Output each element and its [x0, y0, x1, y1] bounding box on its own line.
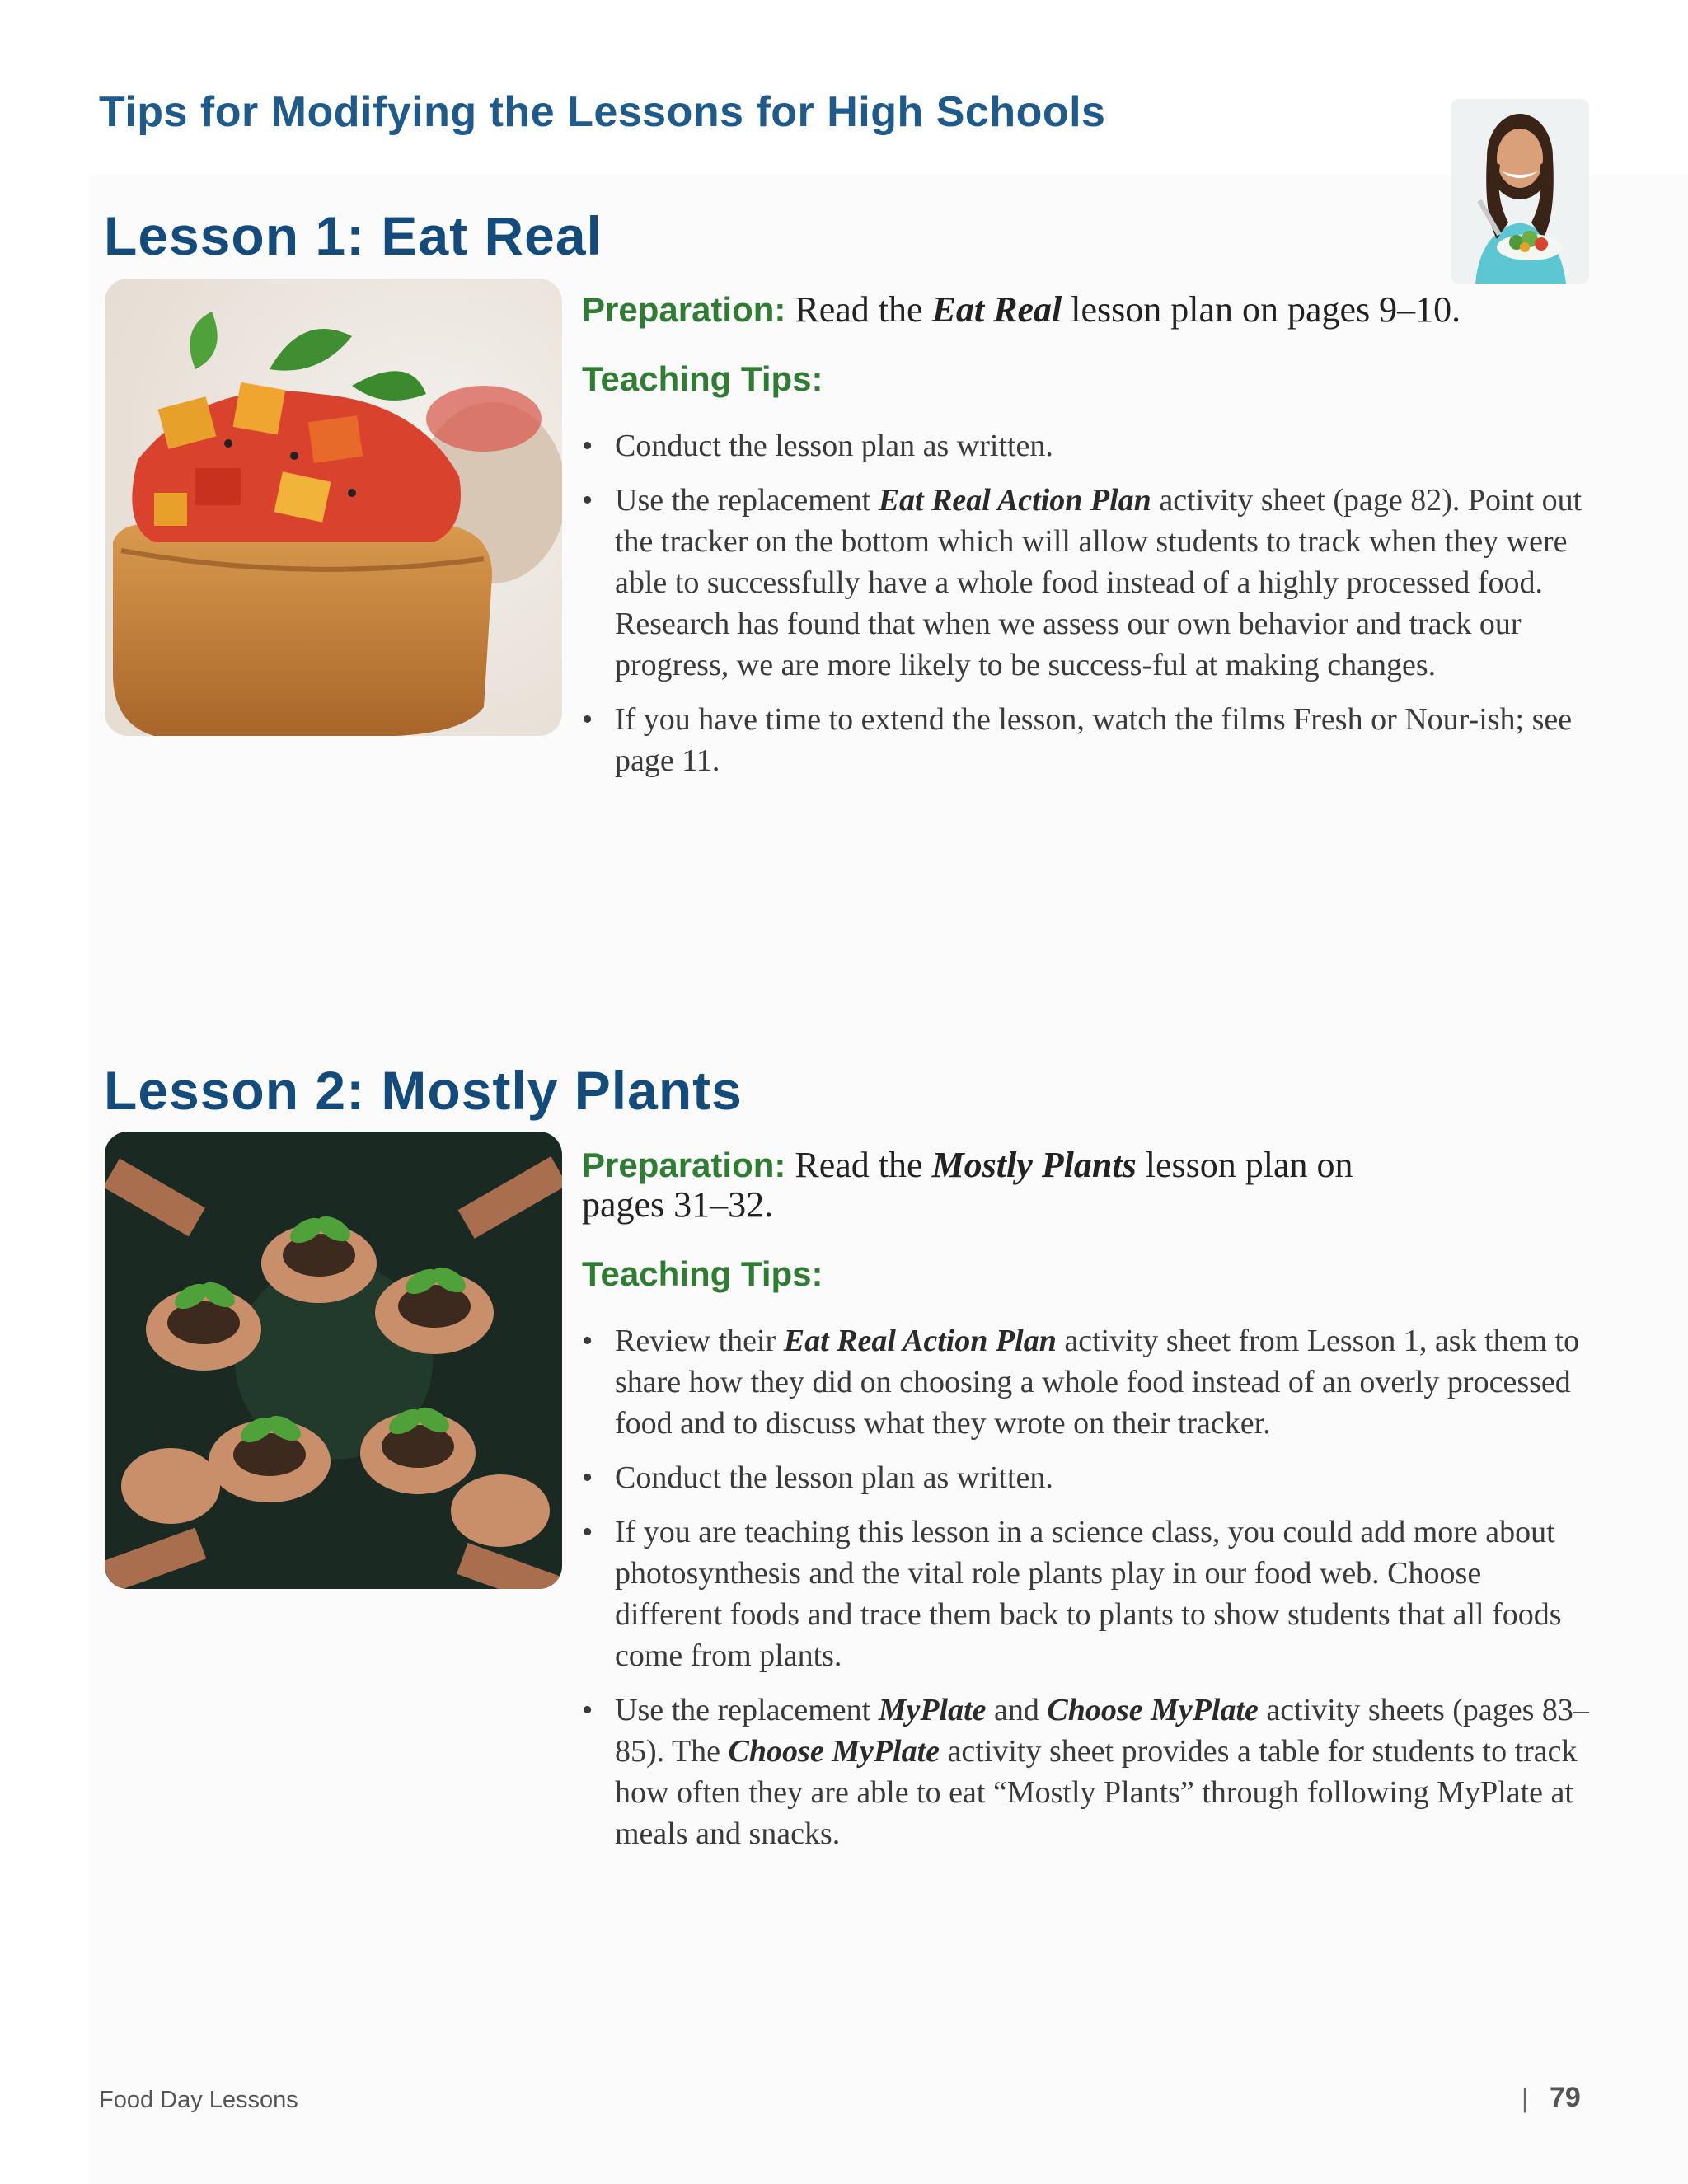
lesson-1-content — [582, 290, 1596, 794]
list-item — [582, 1511, 1596, 1676]
hands-holding-seedlings-photo — [105, 1132, 562, 1589]
tip-text: and — [986, 1693, 1048, 1727]
tip-text: activity sheet (page 82). Point out the tracker on the bottom which will allow students to track when they were able to successfully have a whole food instead of a highly processed food. Research has found that when we assess our own behavior and track our progress, we are more likely to be success-ful at making changes. — [615, 483, 1582, 682]
tip-text: activity sheet from Lesson 1, ask them to share how they did on choosing a whole food instead of an overly processed food and to discuss what they wrote on their tracker. — [615, 1324, 1580, 1441]
page-title: Tips for Modifying the Lessons for High Schools — [99, 88, 1106, 136]
teaching-tips-label: Teaching Tips: — [582, 1254, 823, 1293]
activity-sheet-title: MyPlate — [878, 1693, 987, 1727]
tip-text: activity sheet provides a table for students to track how often they are able to eat “Mostly Plants” through following MyPlate at meals and snacks. — [615, 1734, 1578, 1851]
tip-text: If you are teaching this lesson in a science class, you could add more about photosynthesis and the vital role plants play in our food web. Choose different foods and trace them back to plants to show students that all foods come from plants. — [615, 1515, 1562, 1673]
preparation-label: Preparation: — [582, 290, 786, 329]
preparation-text: pages 31–32. — [582, 1184, 774, 1225]
page-number: 79 — [1550, 2082, 1581, 2113]
preparation-text: Read the — [795, 1145, 932, 1185]
activity-sheet-title: Choose MyPlate — [1047, 1693, 1259, 1727]
lesson-2-content — [582, 1146, 1596, 1868]
lesson-plan-title: Mostly Plants — [931, 1145, 1137, 1185]
list-item — [582, 1457, 1596, 1498]
bruschetta-photo — [105, 279, 562, 736]
lesson-plan-title: Eat Real — [931, 289, 1062, 330]
list-item — [582, 1320, 1596, 1444]
list-item — [582, 699, 1596, 781]
teaching-tips-label: Teaching Tips: — [582, 359, 823, 398]
preparation-text: Read the — [795, 289, 932, 330]
footer-separator: | — [1522, 2083, 1529, 2113]
lesson-2-heading: Lesson 2: Mostly Plants — [104, 1060, 743, 1121]
lesson-1-preparation — [582, 290, 1596, 330]
tip-text: activity sheets (pages 83–85). The — [615, 1693, 1589, 1769]
teaching-tips-list — [582, 1320, 1596, 1854]
list-item — [582, 425, 1596, 466]
preparation-text: lesson plan on pages 9–10. — [1062, 289, 1461, 330]
lesson-2-preparation — [582, 1146, 1596, 1225]
list-item — [582, 1690, 1596, 1854]
activity-sheet-title: Choose MyPlate — [728, 1734, 940, 1769]
preparation-label: Preparation: — [582, 1146, 786, 1184]
list-item — [582, 480, 1596, 686]
activity-sheet-title: Eat Real Action Plan — [783, 1324, 1057, 1358]
tip-text: Use the replacement — [615, 1693, 879, 1727]
preparation-text: lesson plan on — [1136, 1145, 1353, 1185]
activity-sheet-title: Eat Real Action Plan — [878, 483, 1151, 518]
lesson-1-heading: Lesson 1: Eat Real — [104, 205, 603, 266]
tip-text: Conduct the lesson plan as written. — [615, 1460, 1053, 1495]
tip-text: Use the replacement — [615, 483, 879, 518]
teaching-tips-list — [582, 425, 1596, 781]
footer-publication: Food Day Lessons — [99, 2087, 298, 2113]
tip-text: If you have time to extend the lesson, watch the films Fresh or Nour-ish; see page 11. — [615, 702, 1573, 778]
tip-text: Review their — [615, 1324, 784, 1358]
tip-text: Conduct the lesson plan as written. — [615, 429, 1053, 463]
woman-eating-salad-photo — [1451, 99, 1589, 284]
